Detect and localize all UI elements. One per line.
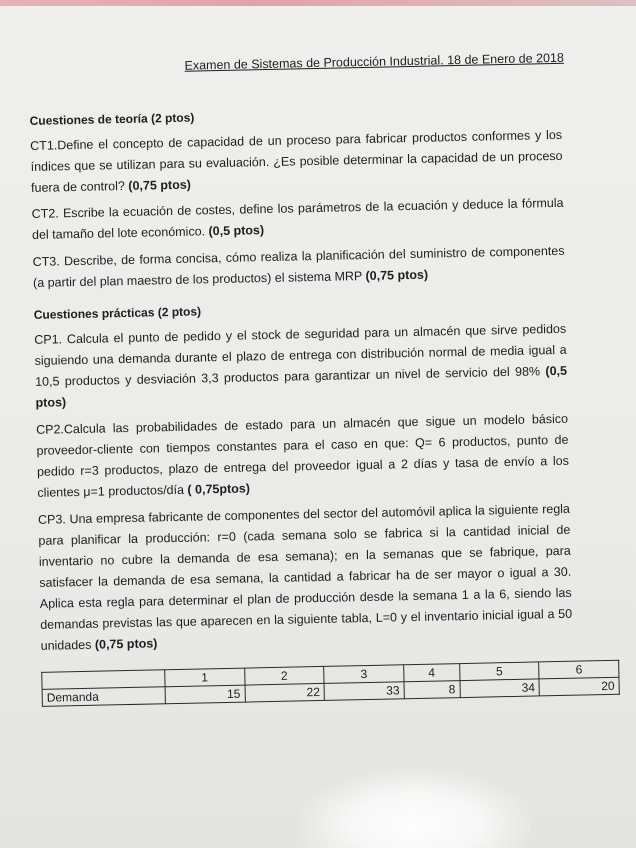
- question-ct1: [30, 125, 563, 199]
- week-cell: 4: [404, 664, 460, 682]
- ct3-points: (0,75 ptos): [365, 267, 429, 283]
- demand-cell: 15: [165, 685, 245, 704]
- ct1-text: CT1.Define el concepto de capacidad de un proceso para fabricar productos conformes y los índices que se utilizan para su evaluación. ¿Es posible determinar la capacidad de un proceso fuera de control?: [30, 127, 563, 195]
- demand-cell: 20: [539, 677, 619, 696]
- ct1-points: (0,75 ptos): [128, 177, 192, 193]
- cp2-points: ( 0,75ptos): [187, 481, 251, 497]
- demand-row-label: Demanda: [42, 687, 165, 707]
- cp2-text: CP2.Calcula las probabilidades de estado para un almacén que sigue un modelo básico proveedor-cliente con tiempos constantes para el caso en que: Q= 6 productos, punto de pedido r=3 productos, plazo de entrega del proveedor igual a 2 días y tasa de envío a los clientes μ=1 productos/día: [35, 411, 570, 500]
- cp3-points: (0,75 ptos): [94, 636, 158, 652]
- cp1-points: (0,5 ptos): [35, 363, 568, 410]
- demand-cell: 34: [460, 679, 540, 698]
- cp1-text: CP1. Calcula el punto de pedido y el stock de seguridad para un almacén que sirve pedidos siguiendo una demanda durante el plazo de entrega con distribución normal de media igual a 10,5 productos y desviación 3,3 productos para garantizar un nivel de servicio del 98%: [34, 321, 567, 389]
- week-cell: 1: [165, 668, 245, 687]
- practice-heading: Cuestiones prácticas (2 ptos): [33, 304, 202, 322]
- cp3-text: CP3. Una empresa fabricante de componentes del sector del automóvil aplica la siguiente regla para planificar la producción: r=0 (cada semana solo se fabrica si la cantidad inicial de inventario no cubre la demanda de esa semana); en la semanas que se fabrique, para satisfacer la demanda de esa semana, la cantidad a fabricar ha de ser mayor o igual a 30. Aplica esta regla para determinar el plan de producción desde la semana 1 a la 6, siendo las demandas previstas las que aparecen en la siguiente tabla, L=0 y el inventario inicial igual a 50 unidades: [37, 501, 573, 653]
- question-cp3: [38, 499, 573, 657]
- light-glare: [300, 770, 530, 848]
- question-cp2: [36, 409, 570, 504]
- theory-heading: Cuestiones de teoría (2 ptos): [29, 110, 195, 128]
- demand-table: [41, 660, 620, 707]
- question-ct2: [31, 193, 564, 246]
- week-cell: 6: [539, 660, 619, 679]
- question-ct3: [32, 241, 565, 294]
- demand-cell: 22: [245, 683, 325, 702]
- exam-title: Examen de Sistemas de Producción Industrial. 18 de Enero de 2018: [184, 50, 565, 73]
- ct2-text: CT2. Escribe la ecuación de costes, define los parámetros de la ecuación y deduce la fórmula del tamaño del lote económico.: [31, 195, 564, 242]
- ct3-text: CT3. Describe, de forma concisa, cómo realiza la planificación del suministro de componentes (a partir del plan maestro de los productos) el sistema MRP: [32, 243, 565, 290]
- week-cell: 2: [244, 666, 324, 685]
- question-cp1: [34, 319, 568, 414]
- demand-cell: 8: [404, 681, 460, 699]
- week-cell: 3: [324, 665, 404, 684]
- demand-cell: 33: [324, 682, 404, 701]
- ct2-points: (0,5 ptos): [208, 223, 265, 239]
- week-cell: 5: [459, 662, 539, 681]
